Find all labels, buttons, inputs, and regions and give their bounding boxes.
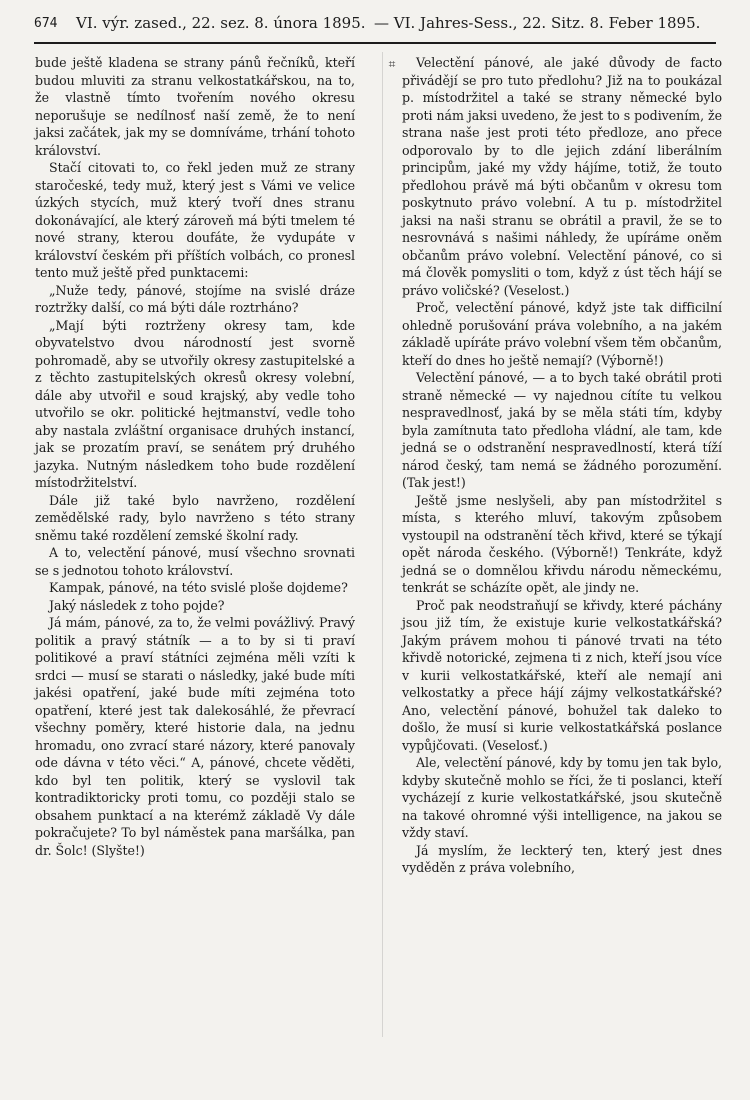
right-column — [402, 54, 722, 877]
running-title-german: — VI. Jahres-Sess., 22. Sitz. 8. Feber 1895. — [374, 14, 701, 32]
right-paragraph-7: Já myslím, že leckterý ten, který jest dnes vyděděn z práva volebního, — [402, 842, 722, 875]
header-rule — [34, 42, 716, 44]
left-paragraph-4: „Mají býti roztrženy okresy tam, kde obyvatelstvo dvou národností jest svorně pohromadě, aby se utvořily okresy zastupitelské a z těchto zastupitelských okresů okresy volební, dále aby utvořil e soud krajský, aby vedle toho utvořilo se okr. politické hejtmanství, vedle toho aby nastala zvláštní organisace druhých instancí, jak se prozatím praví, se senátem prý druhého jazyka. Nutným následkem toho bude rozdělení místodržitelství. — [35, 317, 355, 490]
right-paragraph-5: Proč pak neodstraňují se křivdy, které páchány jsou již tím, že existuje kurie velkostatkářská? Jakým právem mohou ti pánové trvati na této křivdě notorické, zejmena ti z nich, kteří jsou více v kurii velkostatkářské, kteří ale nemají ani velkostatky a přece hájí zájmy velkostatkářské? Ano, velectění pánové, bohužel tak daleko to došlo, že musí si kurie velkostatkářská poslance vypůjčovati. (Veselosť.) — [402, 597, 722, 753]
left-paragraph-7: Kampak, pánové, na této svislé ploše dojdeme? — [49, 580, 348, 595]
left-paragraph-6: A to, velectění pánové, musí všechno srovnati se s jednotou tohoto království. — [35, 545, 355, 578]
right-paragraph-4: Ještě jsme neslyšeli, aby pan místodržitel s místa, s kterého mluví, takovým způsobem vystoupil na odstranění těch křivd, které se týkají opět národa českého. (Výborně!) Tenkráte, když jedná se o domnělou křivdu národu německému, tenkrát se scházíte opět, ale jindy ne. — [402, 492, 722, 595]
right-paragraph-3: Velectění pánové, — a to bych také obrátil proti straně německé — vy najednou cítíte tu velkou nespravedlnosť, jaká by se měla státi tím, kdyby byla zamítnuta tato předloha vládní, ale tam, kde jedná se o odstranění nespravedlností, která tíží národ český, tam nemá se žádného porozumění. (Tak jest!) — [402, 370, 722, 490]
running-title-czech: VI. výr. zased., 22. sez. 8. února 1895. — [76, 14, 366, 32]
right-paragraph-6: Ale, velectění pánové, kdy by tomu jen tak bylo, kdyby skutečně mohlo se říci, že ti poslanci, kteří vycházejí z kurie velkostatkářské, jsou skutečně na takové ohromné výši intelligence, na jakou se vždy staví. — [402, 755, 722, 840]
right-paragraph-2: Proč, velectění pánové, když jste tak difficilní ohledně porušování práva volebního, a na jakém základě upíráte právo volební všem těm občanům, kteří do dnes ho ještě nemají? (Výborně!) — [402, 300, 722, 368]
left-paragraph-1: bude ještě kladena se strany pánů řečníků, kteří budou mluviti za stranu velkostatkářskou, na to, že vlastně tímto tvořením nového okresu neporušuje se nedílnosť naší země, že to není jaksi začátek, jak my se domníváme, trhání tohoto království. — [35, 55, 355, 158]
column-divider — [382, 52, 383, 1037]
right-paragraph-1: Velectění pánové, ale jaké důvody de facto přivádějí se pro tuto předlohu? Již na to poukázal p. místodržitel a také se strany německé bylo proti nám jaksi uvedeno, že jest to s podivením, že strana naše jest proti této předloze, ano přece odporovalo by to dle jejich zdání liberálním principům, jaké my vždy hájíme, totiž, že touto předlohou právě má býti občanům v okresu tom poskytnuto právo volební. A tu p. místodržitel jaksi na naši stranu se obrátil a pravil, že se to nesrovnává s našimi náhledy, že upíráme oněm občanům právo volební. Velectění pánové, co si má člověk pomysliti o tom, když z úst těch hájí se právo voličské? (Veselost.) — [402, 55, 722, 298]
left-paragraph-2: Stačí citovati to, co řekl jeden muž ze strany staročeské, tedy muž, který jest s Vámi ve velice úzkých stycích, muž který tvoří dnes stranu dokonávající, ale který zároveň má býti tmelem té nové strany, kterou doufáte, že vydupáte v království českém při příštích volbách, co pronesl tento muž ještě před punktacemi: — [35, 160, 355, 280]
left-column — [35, 54, 355, 859]
left-paragraph-3: „Nuže tedy, pánové, stojíme na svislé dráze roztržky další, co má býti dále roztrháno? — [35, 282, 355, 315]
page-number: 674 — [34, 16, 58, 31]
left-paragraph-9: Já mám, pánové, za to, že velmi povážlivý. Pravý politik a pravý státník — a to by si ti praví politikové a praví státníci zejména měli vzíti k srdci — musí se starati o následky, jaké bude míti jakési opatření, jaké bude míti zejména toto opatření, které jest tak dalekosáhlé, že převrací všechny poměry, které historie dala, na jednu hromadu, ono zvrací staré názory, které panovaly ode dávna v této věci.“ A, pánové, chcete věděti, kdo byl ten politik, který se vyslovil tak kontradiktoricky proti tomu, co později stalo se obsahem punktací a na kterémž základě Vy dále pokračujete? To byl náměstek pana maršálka, pan dr. Šolc! (Slyšte!) — [35, 615, 355, 858]
left-paragraph-8: Jaký následek z toho pojde? — [49, 597, 225, 613]
left-paragraph-5: Dále již také bylo navrženo, rozdělení zemědělské rady, bylo navrženo s této strany sněmu také rozdělení zemské školní rady. — [35, 492, 355, 543]
decor-mark-icon: ⌗ — [388, 57, 396, 71]
page-header — [34, 14, 716, 40]
